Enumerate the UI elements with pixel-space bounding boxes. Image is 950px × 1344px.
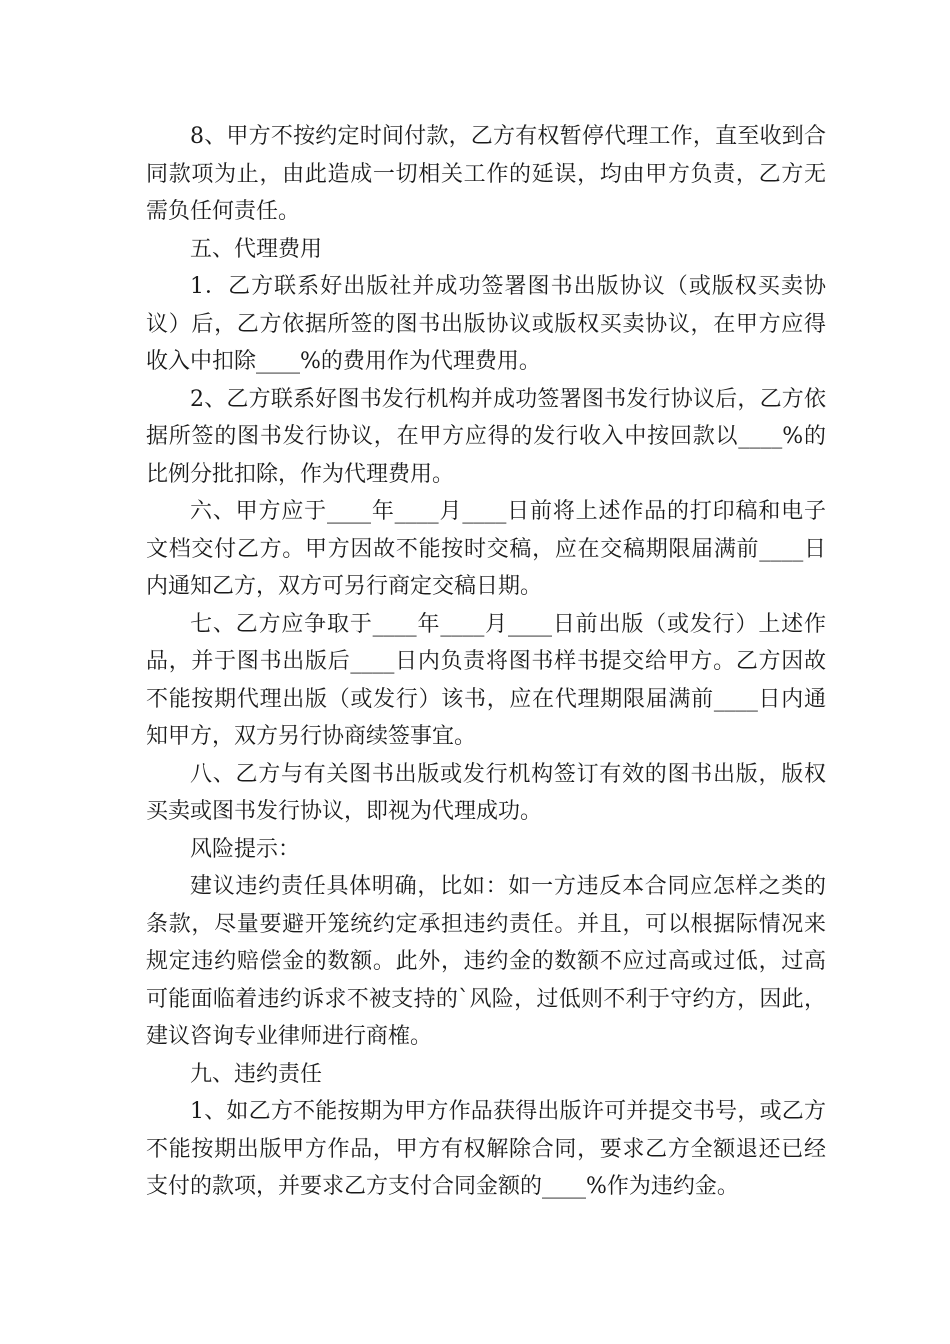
section-eight-success: 八、乙方与有关图书出版或发行机构签订有效的图书出版，版权买卖或图书发行协议，即视为代理成功。	[146, 761, 826, 824]
section-seven-publication: 七、乙方应争取于____年____月____日前出版（或发行）上述作品，并于图书出版后____日内负责将图书样书提交给甲方。乙方因故不能按期代理出版（或发行）该书，应在代理期限届满前____日内通知甲方，双方另行协商续签事宜。	[146, 611, 826, 749]
risk-notice-heading: 风险提示：	[190, 836, 301, 862]
section-heading-agency-fee: 五、代理费用	[190, 236, 323, 262]
fee-clause-2: 2、乙方联系好图书发行机构并成功签署图书发行协议后，乙方依据所签的图书发行协议，在甲方应得的发行收入中按回款以____%的比例分批扣除，作为代理费用。	[146, 386, 826, 487]
section-six-delivery: 六、甲方应于____年____月____日前将上述作品的打印稿和电子文档交付乙方。甲方因故不能按时交稿，应在交稿期限届满前____日内通知乙方，双方可另行商定交稿日期。	[146, 499, 826, 599]
section-heading-breach: 九、违约责任	[190, 1061, 323, 1087]
risk-notice-text: 建议违约责任具体明确，比如：如一方违反本合同应怎样之类的条款，尽量要避开笼统约定承担违约责任。并且，可以根据际情况来规定违约赔偿金的数额。此外，违约金的数额不应过高或过低，过高可能面临着违约诉求不被支持的`风险，过低则不利于守约方，因此，建议咨询专业律师进行商榷。	[146, 874, 826, 1049]
breach-clause-1: 1、如乙方不能按期为甲方作品获得出版许可并提交书号，或乙方不能按期出版甲方作品，甲方有权解除合同，要求乙方全额退还已经支付的款项，并要求乙方支付合同金额的____%作为违约金。	[146, 1099, 826, 1199]
fee-clause-1: 1．乙方联系好出版社并成功签署图书出版协议（或版权买卖协议）后，乙方依据所签的图书出版协议或版权买卖协议，在甲方应得收入中扣除____%的费用作为代理费用。	[146, 274, 826, 374]
clause-8-late-payment: 8、甲方不按约定时间付款，乙方有权暂停代理工作，直至收到合同款项为止，由此造成一切相关工作的延误，均由甲方负责，乙方无需负任何责任。	[146, 124, 826, 224]
document-body	[146, 118, 826, 1206]
